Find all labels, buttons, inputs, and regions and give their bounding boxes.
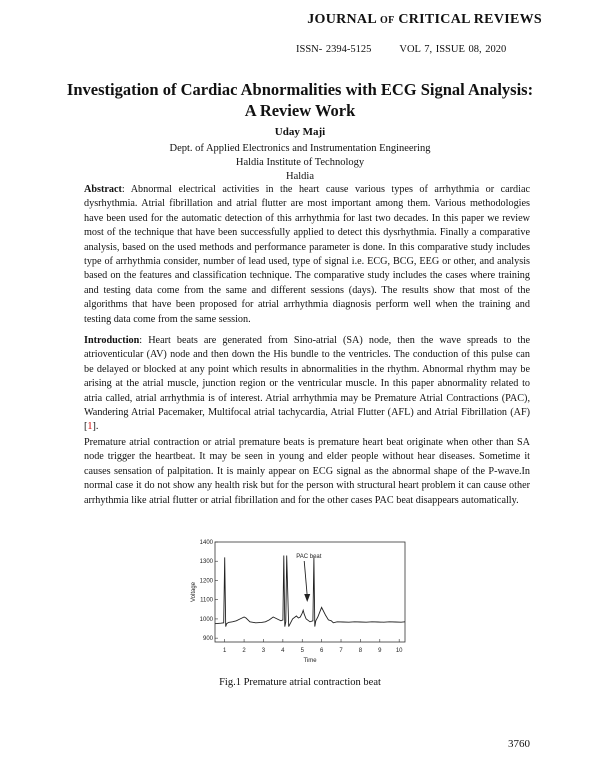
figure-caption: Fig.1 Premature atrial contraction beat [219,677,381,688]
journal-title: JOURNAL OF CRITICAL REVIEWS [307,12,542,27]
issn-vol-line [296,44,506,55]
annotation-arrow-shaft [304,561,307,596]
ecg-figure [185,538,415,670]
x-tick-label: 5 [300,648,304,654]
x-tick-label: 10 [395,648,403,654]
abstract-paragraph [84,183,530,327]
y-tick-label: 1000 [199,616,213,623]
y-tick-label: 900 [202,636,213,643]
annotation-arrow-head [304,594,310,602]
annotation-label: PAC beat [296,554,322,560]
y-axis-label: Voltage [191,581,197,603]
paper-title: Investigation of Cardiac Abnormalities with ECG Signal Analysis: A Review Work [66,80,534,120]
abstract-label: Abstract [84,184,122,195]
affiliation: Dept. of Applied Electronics and Instrumentation Engineering Haldia Institute of Technology Haldia [169,143,431,182]
page-number: 3760 [508,738,530,750]
author-name: Uday Maji [274,126,326,138]
introduction-paragraph: Introduction: Heart beats are generated from Sino-atrial (SA) node, then the wave spreads to the atrioventicular (AV) node and then down the His bundle to the ventricles. The conduction of this pulse can be delayed or blocked at any point which results in abnormalities in the rhythm. Abnormal rhythm may be arising at the atrial muscle, junction region or the ventricular muscle. In this paper abnormality related to atria called, atrial arrhythmia is of interest. Atrial arrhythmia may be Premature Atrial Contractions (PAC), Wandering Atrial Pacemaker, Multifocal atrial tachycardia, Atrial Flutter (AFL) and Atrial Fibrillation (AF) [1]. [84,335,530,433]
citation-link[interactable]: 1 [87,421,93,433]
body-paragraph: Premature atrial contraction or atrial premature beats is premature heart beat originate when other than SA node trigger the heartbeat. It may be seen in young and elder people without hear diseases. Sometime it causes sensation of palpitation. It is mainly appear on ECG signal as the abnormal shape of the P-wave.In normal case it do not show any health risk but for the person with structural heart problem it can cause other arrhythmia like atrial flutter or atrial fibrillation and for the other cases PAC beat disappears automatically. [84,437,530,506]
y-tick-label: 1400 [199,540,213,546]
x-tick-label: 2 [242,648,246,654]
y-tick-label: 1200 [199,578,213,585]
issn: ISSN- 2394-5125 [296,44,372,55]
x-tick-label: 8 [358,648,363,654]
ecg-series-line [215,556,405,627]
x-axis-label: Time [303,658,317,664]
x-tick-label: 3 [261,648,266,654]
y-tick-label: 1300 [199,559,213,566]
x-tick-label: 7 [339,648,343,654]
introduction-label: Introduction [84,335,140,346]
x-tick-label: 9 [378,648,382,654]
volume-issue: VOL 7, ISSUE 08, 2020 [399,44,507,55]
x-tick-label: 4 [281,648,285,654]
abstract-text: : Abnormal electrical activities in the heart cause various types of arrhythmia or cardiac dysrhythmia. Atrial fibrillation and atrial flutter are most important among them. Various methodologies have been used for the automatic detection of this arrhythmia for last two decades. In this paper we review most of the technique that have been successfully applied to detect this dysrhythmia. Finally a comparative analysis, based on the used methods and performance parameter is done. In this comparative study includes type of arrhythmia consider, number of lead used, type of signal i.e. ECG, BCG, EEG or other, and analysis based on the features and classification technique. The comparative study includes the cases where training and testing data come from the same and different sessions (days). The results show that most of the algorithms that have been proposed for atrial arrhythmia diagnosis perform well when the training and testing data come from the same session. [84,184,530,325]
x-tick-label: 1 [223,648,227,654]
x-tick-label: 6 [319,648,324,654]
y-tick-label: 1100 [200,597,213,604]
